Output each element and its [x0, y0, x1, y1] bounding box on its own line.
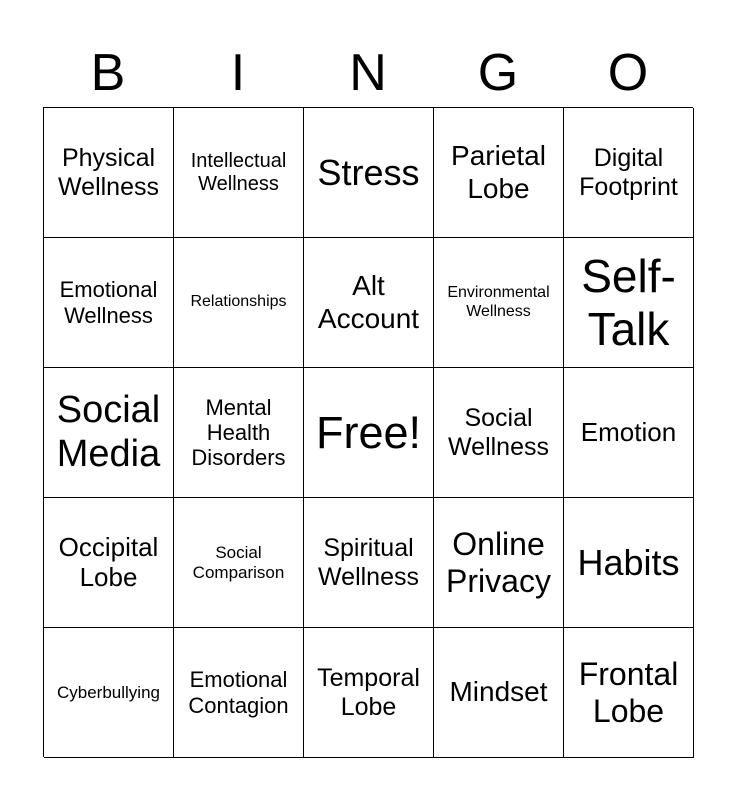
cell-label: Mental Health Disorders — [191, 394, 286, 471]
cell-label: Mindset — [449, 676, 548, 708]
bingo-cell[interactable] — [304, 238, 434, 368]
cell-label: Online Privacy — [446, 525, 551, 599]
bingo-cell[interactable] — [564, 628, 694, 758]
cell-label: Occipital Lobe — [58, 531, 159, 592]
cell-label: Environmental Wellness — [447, 284, 550, 320]
cell-label: Social Wellness — [448, 403, 549, 461]
cell-label: Social Comparison — [192, 542, 285, 582]
cell-label: Emotion — [580, 416, 677, 447]
bingo-cell[interactable] — [174, 108, 304, 238]
bingo-cell[interactable] — [44, 108, 174, 238]
header-letter-n: N — [349, 44, 387, 102]
cell-label: Spiritual Wellness — [318, 533, 419, 591]
cell-label: Emotional Contagion — [188, 667, 289, 718]
header-letter-o: O — [607, 44, 649, 102]
cell-label: Relationships — [190, 293, 287, 311]
bingo-cell[interactable] — [174, 628, 304, 758]
bingo-cell[interactable] — [434, 498, 564, 628]
free-space-label: Free! — [315, 406, 422, 458]
bingo-board — [43, 107, 693, 757]
bingo-cell[interactable] — [434, 368, 564, 498]
bingo-cell[interactable] — [564, 368, 694, 498]
bingo-cell[interactable] — [434, 628, 564, 758]
cell-label: Self-Talk — [581, 249, 676, 355]
cell-label: Parietal Lobe — [451, 140, 546, 204]
cell-label: Frontal Lobe — [578, 655, 679, 729]
header-letter-i: I — [230, 44, 246, 102]
bingo-cell[interactable] — [434, 108, 564, 238]
bingo-cell[interactable] — [304, 108, 434, 238]
cell-label: Social Media — [56, 388, 161, 475]
cell-label: Temporal Lobe — [317, 663, 420, 721]
bingo-cell[interactable] — [174, 238, 304, 368]
bingo-cell[interactable] — [304, 628, 434, 758]
bingo-cell[interactable] — [44, 368, 174, 498]
header-letter-b: B — [90, 44, 126, 102]
bingo-cell[interactable] — [174, 498, 304, 628]
bingo-cell[interactable] — [564, 498, 694, 628]
bingo-cell[interactable] — [44, 238, 174, 368]
bingo-cell[interactable] — [304, 498, 434, 628]
header-letter-g: G — [477, 44, 519, 102]
bingo-cell[interactable] — [564, 108, 694, 238]
bingo-cell[interactable] — [434, 238, 564, 368]
cell-label: Alt Account — [317, 270, 420, 334]
bingo-cell[interactable] — [564, 238, 694, 368]
cell-label: Emotional Wellness — [59, 277, 158, 328]
cell-label: Cyberbullying — [57, 682, 160, 702]
bingo-cell[interactable] — [44, 628, 174, 758]
cell-label: Stress — [317, 151, 420, 193]
cell-label: Intellectual Wellness — [190, 149, 287, 195]
bingo-cell[interactable] — [44, 498, 174, 628]
cell-label: Digital Footprint — [579, 143, 678, 201]
bingo-header — [43, 40, 693, 106]
bingo-cell[interactable] — [174, 368, 304, 498]
bingo-cell free-space[interactable] — [304, 368, 434, 498]
cell-label: Habits — [577, 541, 680, 583]
cell-label: Physical Wellness — [58, 143, 159, 201]
